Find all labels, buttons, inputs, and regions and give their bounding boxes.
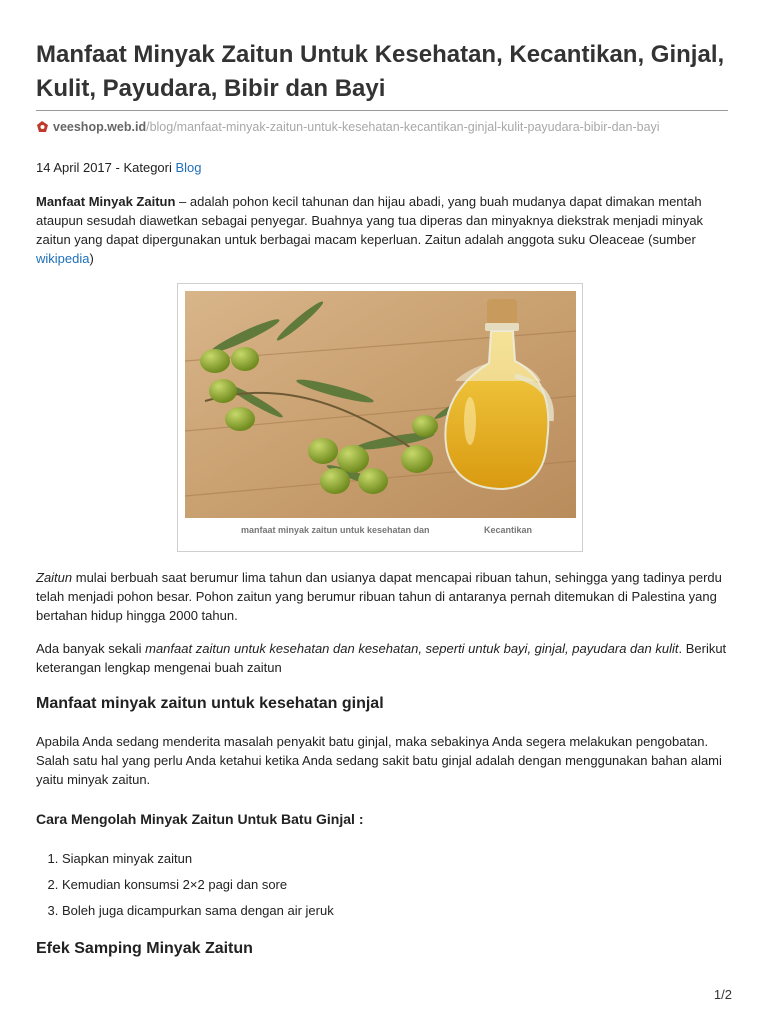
section-heading-efek: Efek Samping Minyak Zaitun (36, 940, 253, 957)
para3-end: . Berikut keterangan lengkap mengenai buah zaitun (36, 641, 727, 675)
caption-right: Kecantikan (484, 525, 533, 535)
post-meta (36, 160, 202, 175)
para3-start: Ada banyak sekali (36, 641, 146, 656)
list-item: 1. Siapkan minyak zaitun (62, 850, 722, 876)
intro-text: – adalah pohon kecil tahunan dan hijau abadi, yang buah mudanya dapat dimakan mentah ataupun sesudah diawetkan sebagai penyegar. Buahnya yang tua diperas dan minyaknya diekstrak menjadi minyak zaitun yang dapat dipergunakan untuk berbagai macam keperluan. Zaitun adalah anggota suku Oleaceae (sumber (36, 194, 704, 247)
intro-close: ) (89, 251, 94, 266)
list-item: 2. Kemudian konsumsi 2×2 pagi dan sore (62, 876, 722, 902)
para3-italic: manfaat zaitun untuk kesehatan dan kesehatan, seperti untuk bayi, ginjal, payudara dan kulit (145, 641, 679, 656)
para2-italic: Zaitun (36, 570, 73, 585)
paragraph-ginjal: Apabila Anda sedang menderita masalah penyakit batu ginjal, maka sebakinya Anda segera melakukan pengobatan. Salah satu hal yang perlu Anda ketahui ketika Anda sedang sakit batu ginjal adalah dengan menggunakan bahan alami yaitu minyak zaitun. (36, 734, 722, 787)
veeshop-favicon-icon (36, 120, 49, 136)
section-heading-ginjal: Manfaat minyak zaitun untuk kesehatan ginjal (36, 695, 384, 712)
paragraph-manfaat (36, 639, 728, 677)
steps-list (36, 850, 722, 928)
subsection-heading: Cara Mengolah Minyak Zaitun Untuk Batu Ginjal : (36, 811, 364, 827)
page-title: Manfaat Minyak Zaitun Untuk Kesehatan, Kecantikan, Ginjal, Kulit, Payudara, Bibir dan Bayi (36, 41, 725, 102)
source-url[interactable] (36, 120, 660, 136)
wikipedia-link[interactable]: wikipedia (36, 251, 90, 266)
article-figure (177, 283, 583, 552)
para2-text: mulai berbuah saat berumur lima tahun dan usianya dapat mencapai ribuan tahun, sehingga yang tadinya perdu telah menjadi pohon besar. Pohon zaitun yang berumur ribuan tahun di antaranya pernah ditemukan di Palestina yang bertahan hidup hingga 2000 tahun. (36, 570, 722, 623)
paragraph-zaitun (36, 568, 728, 625)
category-link[interactable]: Blog (175, 160, 202, 175)
page-number: 1/2 (713, 987, 732, 1002)
intro-bold: Manfaat Minyak Zaitun (36, 194, 176, 209)
caption-left: manfaat minyak zaitun untuk kesehatan dan (241, 525, 430, 535)
source-domain: veeshop.web.id (53, 120, 147, 134)
source-path: /blog/manfaat-minyak-zaitun-untuk-kesehatan-kecantikan-ginjal-kulit-payudara-bibir-dan-bayi (146, 120, 660, 134)
list-item: 3. Boleh juga dicampurkan sama dengan air jeruk (62, 902, 722, 928)
olive-oil-image (185, 291, 576, 518)
post-date: 14 April 2017 - Kategori (36, 160, 172, 175)
title-divider (36, 110, 728, 111)
intro-paragraph (36, 192, 728, 268)
